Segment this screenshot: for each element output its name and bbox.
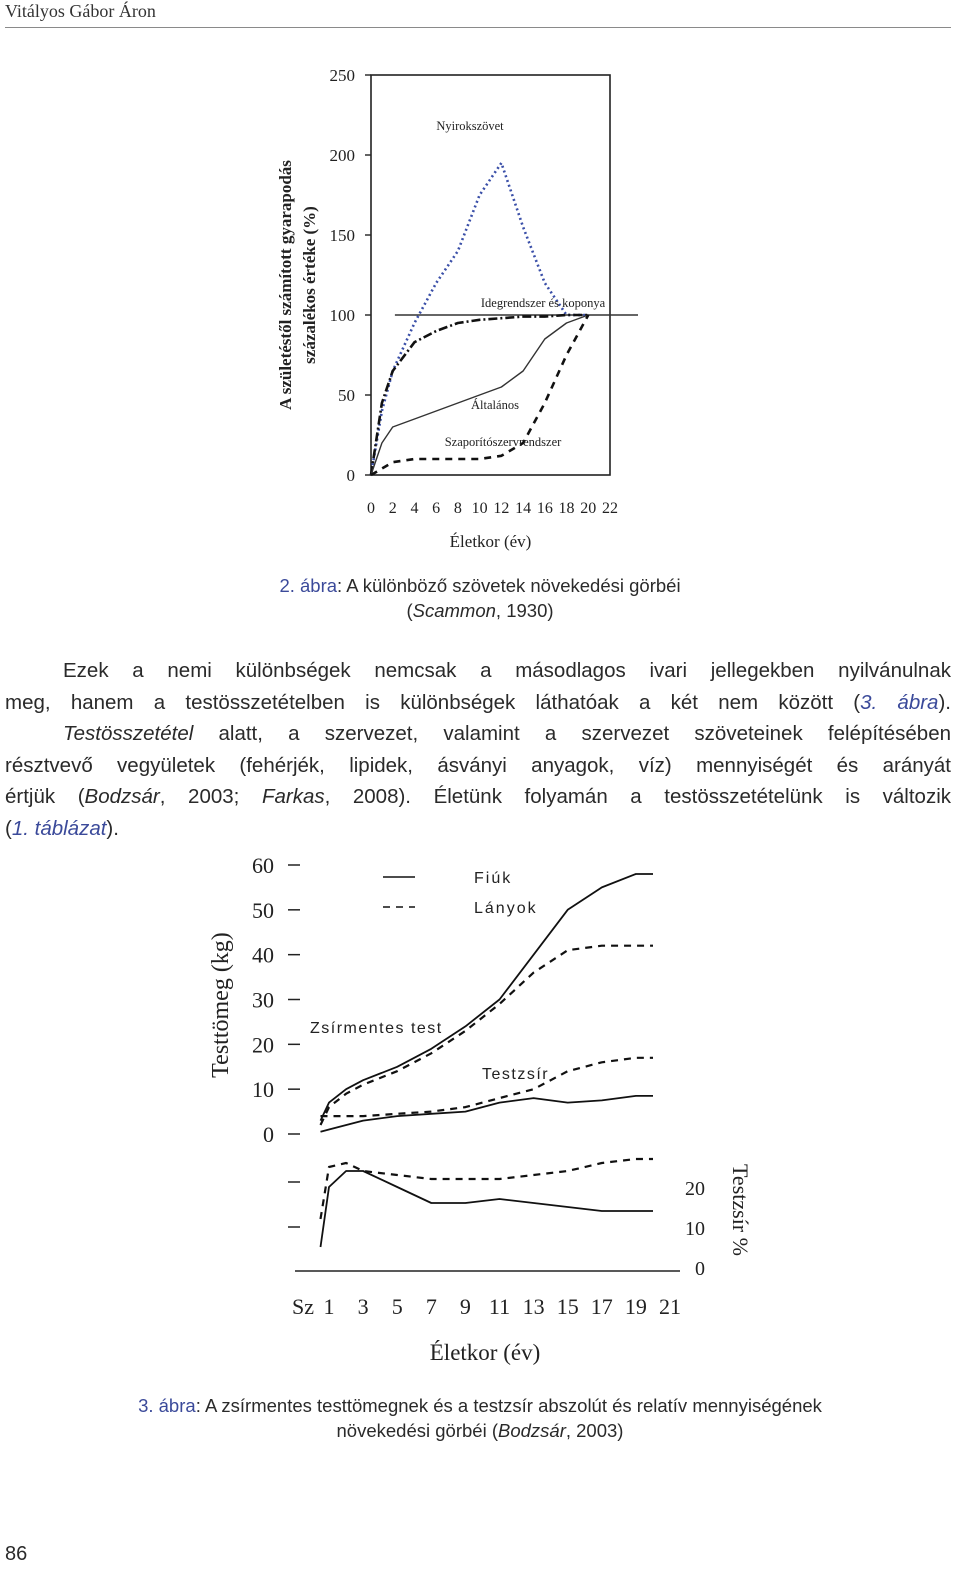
x-tick-label: 10 bbox=[471, 500, 488, 517]
figure-2-caption-author: Scammon bbox=[412, 600, 496, 621]
left-tick-label: 40 bbox=[252, 942, 274, 968]
y-tick-label: 200 bbox=[329, 146, 355, 165]
citation-bodzsar: Bodzsár bbox=[84, 785, 160, 808]
series-label: Idegrendszer és koponya bbox=[480, 296, 606, 310]
x-tick-label: 8 bbox=[453, 500, 462, 517]
x-tick-label: 21 bbox=[659, 1294, 681, 1319]
body-paragraph bbox=[5, 655, 951, 844]
series-line-4 bbox=[321, 1171, 654, 1247]
series-label: Szaporítószervrendszer bbox=[444, 435, 562, 449]
x-tick-label: 14 bbox=[515, 500, 532, 517]
figure-3-svg bbox=[200, 845, 770, 1375]
figure-2-caption: 2. ábra: A különböző szövetek növekedési görbéi (Scammon, 1930) bbox=[279, 575, 681, 621]
series-label: Nyirokszövet bbox=[436, 119, 504, 133]
series-label: Általános bbox=[471, 398, 519, 412]
figure-2-caption-number[interactable]: 2. ábra bbox=[279, 575, 338, 596]
left-tick-label: 60 bbox=[252, 853, 274, 878]
x-tick-label: 0 bbox=[367, 500, 375, 517]
y-axis-label-line1: A születéstől számított gyarapodás bbox=[276, 160, 295, 410]
x-tick-label: 16 bbox=[536, 500, 553, 517]
x-tick-label: 4 bbox=[410, 500, 419, 517]
y-axis-label bbox=[276, 160, 319, 410]
annotation-zsirmentes: Zsírmentes test bbox=[310, 1020, 443, 1037]
y-tick-label: 100 bbox=[329, 306, 355, 325]
x-tick-label: 2 bbox=[388, 500, 397, 517]
figure-3-caption: 3. ábra: A zsírmentes testtömegnek és a testzsír abszolút és relatív mennyiségének növekedési görbéi (Bodzsár, 2003) bbox=[138, 1395, 822, 1441]
paragraph-line: (1. táblázat). bbox=[5, 816, 119, 840]
series-line-2 bbox=[371, 315, 588, 475]
x-tick-label: 6 bbox=[432, 500, 441, 517]
figure-2-caption-text: : A különböző szövetek növekedési görbéi bbox=[337, 575, 681, 596]
y-tick-label: 0 bbox=[346, 466, 355, 485]
x-tick-label: 17 bbox=[590, 1294, 613, 1319]
x-tick-label: 22 bbox=[602, 500, 618, 517]
plot-frame bbox=[371, 75, 610, 475]
right-axis-label: Testzsír % bbox=[728, 1164, 753, 1256]
left-tick-label: 10 bbox=[252, 1077, 274, 1103]
running-header bbox=[5, 0, 951, 28]
x-tick-label: 19 bbox=[624, 1294, 647, 1319]
x-tick-label: 5 bbox=[391, 1294, 403, 1319]
figure-2-svg bbox=[255, 60, 655, 555]
figure-3-reference-link[interactable]: 3. ábra bbox=[860, 690, 939, 714]
term-testosszetetel: Testösszetétel bbox=[63, 722, 194, 745]
x-tick-label: 1 bbox=[323, 1294, 335, 1319]
legend-label: Fiúk bbox=[474, 870, 513, 887]
right-tick-label: 10 bbox=[685, 1218, 705, 1240]
figure-3-caption-number[interactable]: 3. ábra bbox=[138, 1395, 196, 1416]
x-tick-label: 13 bbox=[522, 1294, 545, 1319]
x-axis-label: Életkor (év) bbox=[429, 1340, 541, 1365]
x-tick-label: Sz bbox=[292, 1294, 314, 1319]
left-axis-label: Testtömeg (kg) bbox=[208, 932, 234, 1078]
x-tick-label: 15 bbox=[556, 1294, 579, 1319]
series-line-2 bbox=[321, 1096, 654, 1132]
citation-farkas: Farkas bbox=[261, 785, 325, 808]
x-tick-label: 11 bbox=[488, 1294, 511, 1319]
right-tick-label: 20 bbox=[685, 1178, 705, 1200]
x-tick-label: 18 bbox=[558, 500, 575, 517]
left-tick-label: 50 bbox=[252, 897, 274, 923]
paragraph-line: meg, hanem a testösszetételben is különbségek láthatóak a két nem között (3. ábra). bbox=[5, 690, 951, 714]
x-tick-label: 3 bbox=[357, 1294, 369, 1319]
paragraph-line: Testösszetétel alatt, a szervezet, valamint a szervezet szöveteinek felépítésében bbox=[63, 722, 951, 745]
left-tick-label: 20 bbox=[252, 1032, 274, 1058]
y-tick-label: 50 bbox=[338, 386, 355, 405]
series-line-5 bbox=[321, 1159, 654, 1219]
y-axis-label-line2: százalékos értéke (%) bbox=[300, 206, 319, 364]
legend-label: Lányok bbox=[474, 900, 538, 917]
annotation-testzsir: Testzsír bbox=[482, 1066, 550, 1083]
left-tick-label: 0 bbox=[263, 1122, 274, 1147]
y-tick-label: 250 bbox=[329, 66, 355, 85]
x-tick-label: 20 bbox=[580, 500, 597, 517]
figure-3-caption-author: Bodzsár bbox=[497, 1420, 566, 1441]
figure-2-chart bbox=[255, 60, 655, 555]
running-head-author: Vitályos Gábor Áron bbox=[5, 1, 156, 21]
x-tick-label: 9 bbox=[459, 1294, 471, 1319]
right-tick-label: 0 bbox=[695, 1258, 705, 1280]
x-tick-label: 12 bbox=[493, 500, 510, 517]
table-1-reference-link[interactable]: 1. táblázat bbox=[11, 816, 107, 840]
figure-3-chart bbox=[200, 845, 770, 1375]
paragraph-line: Ezek a nemi különbségek nemcsak a másodlagos ivari jellegekben nyilvánulnak bbox=[63, 659, 951, 682]
left-tick-label: 30 bbox=[252, 987, 274, 1013]
page-number: 86 bbox=[5, 1543, 28, 1565]
y-tick-label: 150 bbox=[329, 226, 355, 245]
paragraph-line: értjük (Bodzsár, 2003; Farkas, 2008). Életünk folyamán a testösszetételünk is változik bbox=[5, 785, 952, 808]
paragraph-line: résztvevő vegyületek (fehérjék, lipidek, ásványi anyagok, víz) mennyiségét és arányát bbox=[5, 753, 951, 777]
figure-3-caption-text: : A zsírmentes testtömegnek és a testzsír abszolút és relatív mennyiségének bbox=[195, 1395, 822, 1416]
x-axis-label: Életkor (év) bbox=[449, 532, 532, 551]
x-tick-label: 7 bbox=[425, 1294, 437, 1319]
